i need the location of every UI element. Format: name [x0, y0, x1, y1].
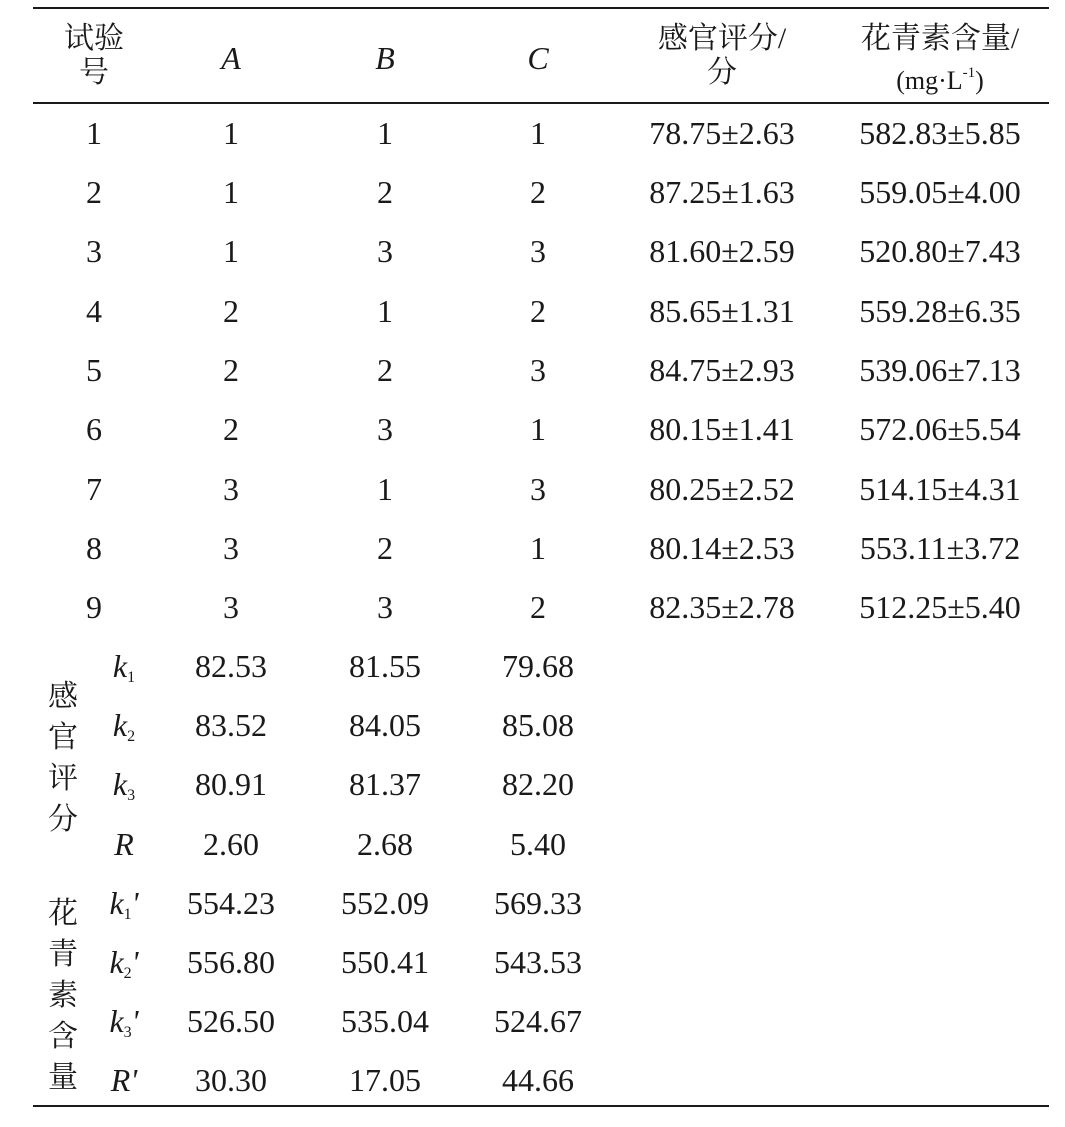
stat-symbol-subscript: 1 — [127, 669, 136, 686]
stat-b: 81.55 — [349, 648, 421, 684]
group-label-char: 评 — [48, 762, 78, 795]
stat-b: 552.09 — [341, 885, 429, 921]
stat-symbol — [109, 1005, 138, 1041]
stat-c: 79.68 — [502, 648, 574, 684]
header-antho-unit-close: ) — [975, 66, 984, 95]
trial-number: 7 — [86, 471, 102, 507]
level-b: 1 — [377, 293, 393, 329]
level-a: 1 — [223, 174, 239, 210]
stat-symbol-letter: k — [109, 944, 124, 980]
stat-c: 543.53 — [494, 944, 582, 980]
stat-symbol-subscript: 3 — [127, 787, 136, 804]
group-label-char: 分 — [48, 803, 78, 836]
level-c: 1 — [530, 530, 546, 566]
level-a: 1 — [223, 115, 239, 151]
group-label-char: 量 — [48, 1061, 78, 1094]
stat-symbol-letter: k — [109, 1003, 124, 1039]
trial-number: 6 — [86, 411, 102, 447]
sensory-score: 84.75±2.93 — [649, 352, 795, 388]
stat-symbol — [113, 709, 135, 745]
header-antho-unit-base: (mg·L — [896, 66, 963, 95]
stat-symbol — [109, 946, 138, 982]
stat-a: 556.80 — [187, 944, 275, 980]
stat-a: 554.23 — [187, 885, 275, 921]
stat-a: 80.91 — [195, 766, 267, 802]
stat-symbol — [113, 768, 135, 804]
stat-c: 524.67 — [494, 1003, 582, 1039]
trial-number: 8 — [86, 530, 102, 566]
header-antho-unit — [861, 56, 1019, 98]
level-c: 1 — [530, 115, 546, 151]
stat-symbol-prime: ' — [131, 944, 139, 980]
level-a: 2 — [223, 293, 239, 329]
stat-symbol-letter: k — [112, 766, 128, 802]
sensory-score: 80.25±2.52 — [649, 471, 795, 507]
header-antho-unit-exponent: -1 — [962, 65, 976, 81]
anthocyanin-content: 559.28±6.35 — [859, 293, 1021, 329]
header-anthocyanin-content — [861, 22, 1019, 98]
level-b: 3 — [377, 589, 393, 625]
sensory-score: 81.60±2.59 — [649, 233, 795, 269]
sensory-group-label — [46, 676, 80, 840]
level-a: 1 — [223, 233, 239, 269]
sensory-score: 80.15±1.41 — [649, 411, 795, 447]
anthocyanin-content: 559.05±4.00 — [859, 174, 1021, 210]
stat-c: 82.20 — [502, 766, 574, 802]
stat-symbol-letter: k — [109, 885, 124, 921]
stat-symbol-subscript: 2 — [123, 965, 132, 982]
header-sensory-line1: 感官评分/ — [657, 22, 787, 55]
stat-symbol-letter: R — [110, 1062, 131, 1098]
stat-b: 17.05 — [349, 1062, 421, 1098]
group-label-char: 素 — [48, 979, 78, 1012]
anthocyanin-content: 512.25±5.40 — [859, 589, 1021, 625]
stat-b: 2.68 — [357, 826, 413, 862]
table-bottom-rule — [33, 1105, 1049, 1107]
stat-b: 84.05 — [349, 707, 421, 743]
stat-symbol — [109, 887, 138, 923]
stat-symbol-subscript: 3 — [123, 1024, 132, 1041]
anthocyanin-content: 572.06±5.54 — [859, 411, 1021, 447]
anthocyanin-content: 539.06±7.13 — [859, 352, 1021, 388]
header-factor-c: C — [527, 40, 549, 76]
trial-number: 5 — [86, 352, 102, 388]
stat-symbol — [111, 1064, 137, 1100]
level-c: 1 — [530, 411, 546, 447]
level-a: 2 — [223, 352, 239, 388]
group-label-char: 感 — [48, 680, 78, 713]
stat-symbol-prime: ' — [131, 1003, 139, 1039]
level-a: 3 — [223, 530, 239, 566]
table-top-rule — [33, 7, 1049, 9]
trial-number: 9 — [86, 589, 102, 625]
level-a: 3 — [223, 589, 239, 625]
level-c: 3 — [530, 352, 546, 388]
stat-symbol-letter: k — [112, 648, 128, 684]
group-label-char: 官 — [48, 721, 78, 754]
sensory-score: 82.35±2.78 — [649, 589, 795, 625]
stat-symbol — [113, 650, 135, 686]
anthocyanin-content: 582.83±5.85 — [859, 115, 1021, 151]
stat-b: 81.37 — [349, 766, 421, 802]
level-b: 2 — [377, 530, 393, 566]
level-b: 2 — [377, 174, 393, 210]
level-b: 1 — [377, 115, 393, 151]
header-factor-a: A — [221, 40, 241, 76]
group-label-char: 花 — [48, 897, 78, 930]
stat-c: 569.33 — [494, 885, 582, 921]
stat-a: 83.52 — [195, 707, 267, 743]
level-b: 3 — [377, 411, 393, 447]
anthocyanin-content: 553.11±3.72 — [859, 530, 1021, 566]
level-c: 2 — [530, 174, 546, 210]
stat-symbol-prime: ' — [130, 1062, 138, 1098]
stat-symbol-letter: R — [114, 826, 134, 862]
trial-number: 3 — [86, 233, 102, 269]
sensory-score: 85.65±1.31 — [649, 293, 795, 329]
stat-a: 526.50 — [187, 1003, 275, 1039]
sensory-score: 78.75±2.63 — [649, 115, 795, 151]
header-sensory-score — [658, 22, 786, 90]
stat-symbol-subscript: 1 — [123, 906, 132, 923]
anthocyanin-content: 520.80±7.43 — [859, 233, 1021, 269]
trial-number: 1 — [86, 115, 102, 151]
stat-b: 535.04 — [341, 1003, 429, 1039]
trial-number: 2 — [86, 174, 102, 210]
level-a: 2 — [223, 411, 239, 447]
header-trial-line1: 试验 — [64, 22, 124, 55]
stat-symbol-prime: ' — [131, 885, 139, 921]
level-a: 3 — [223, 471, 239, 507]
anthocyanin-content: 514.15±4.31 — [859, 471, 1021, 507]
stat-symbol — [114, 828, 134, 864]
stat-a: 30.30 — [195, 1062, 267, 1098]
level-c: 3 — [530, 233, 546, 269]
stat-symbol-subscript: 2 — [127, 728, 136, 745]
stat-c: 44.66 — [502, 1062, 574, 1098]
table-header-rule — [33, 102, 1049, 104]
sensory-score: 80.14±2.53 — [649, 530, 795, 566]
level-b: 1 — [377, 471, 393, 507]
stat-c: 5.40 — [510, 826, 566, 862]
sensory-score: 87.25±1.63 — [649, 174, 795, 210]
level-c: 3 — [530, 471, 546, 507]
level-b: 2 — [377, 352, 393, 388]
level-c: 2 — [530, 589, 546, 625]
stat-b: 550.41 — [341, 944, 429, 980]
header-trial-line2: 号 — [79, 56, 109, 89]
group-label-char: 含 — [48, 1020, 78, 1053]
anthocyanin-group-label — [46, 893, 80, 1098]
stat-symbol-letter: k — [112, 707, 128, 743]
stat-c: 85.08 — [502, 707, 574, 743]
header-sensory-line2: 分 — [707, 56, 737, 89]
header-factor-b: B — [375, 40, 395, 76]
level-b: 3 — [377, 233, 393, 269]
level-c: 2 — [530, 293, 546, 329]
trial-number: 4 — [86, 293, 102, 329]
header-trial-number — [64, 22, 124, 90]
stat-a: 2.60 — [203, 826, 259, 862]
group-label-char: 青 — [48, 938, 78, 971]
header-antho-line1: 花青素含量/ — [860, 22, 1020, 55]
stat-a: 82.53 — [195, 648, 267, 684]
